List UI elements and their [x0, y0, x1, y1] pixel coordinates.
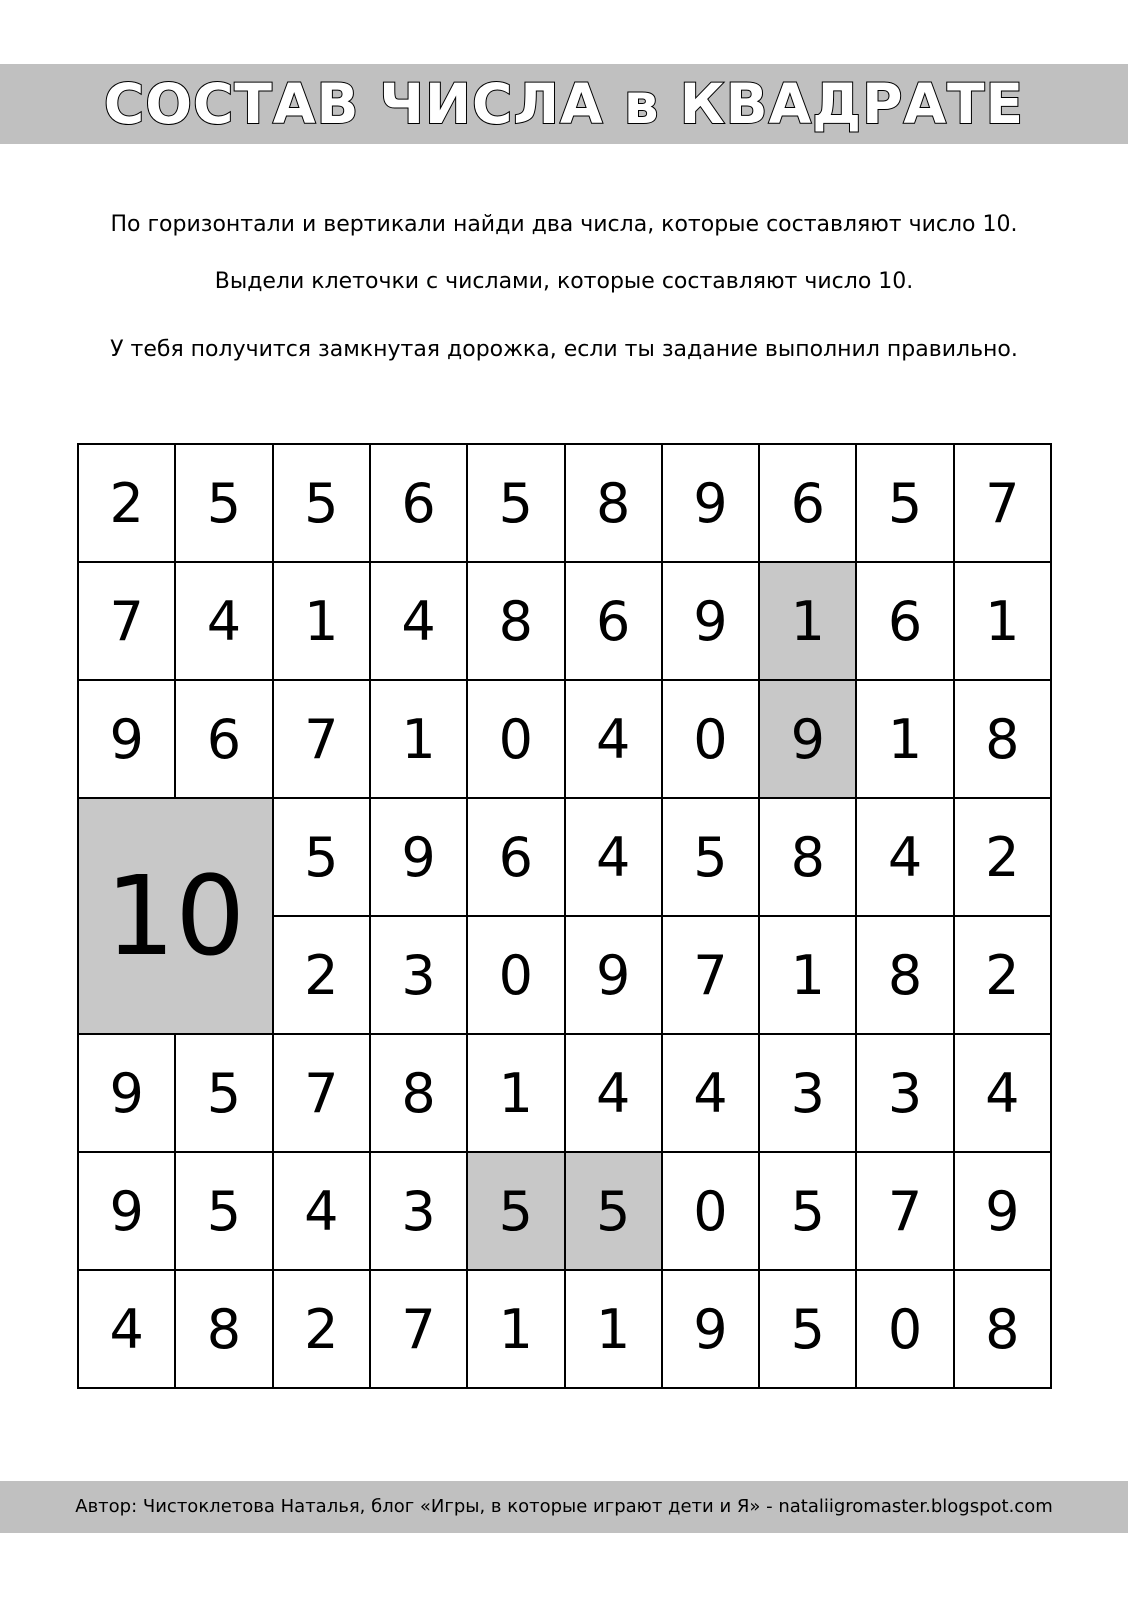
title-banner — [0, 64, 1128, 144]
grid-cell[interactable]: 0 — [468, 917, 565, 1035]
grid-cell[interactable]: 9 — [663, 563, 760, 681]
grid-cell[interactable]: 9 — [663, 445, 760, 563]
grid-cell[interactable]: 7 — [371, 1271, 468, 1389]
grid-cell[interactable]: 9 — [566, 917, 663, 1035]
grid-cell[interactable]: 9 — [79, 1035, 176, 1153]
grid-cell[interactable]: 0 — [468, 681, 565, 799]
grid-cell[interactable]: 1 — [760, 917, 857, 1035]
grid-cell[interactable]: 1 — [468, 1035, 565, 1153]
grid-cell[interactable]: 7 — [274, 1035, 371, 1153]
grid-cell[interactable]: 4 — [79, 1271, 176, 1389]
grid-cell[interactable]: 1 — [760, 563, 857, 681]
grid-cell[interactable]: 6 — [468, 799, 565, 917]
grid-cell[interactable]: 7 — [274, 681, 371, 799]
grid-cell[interactable]: 5 — [176, 445, 273, 563]
instruction-line-3: У тебя получится замкнутая дорожка, если ты задание выполнил правильно. — [110, 337, 1018, 362]
grid-cell[interactable]: 5 — [663, 799, 760, 917]
grid-cell[interactable]: 5 — [760, 1271, 857, 1389]
grid-cell[interactable]: 8 — [955, 681, 1052, 799]
grid-cell[interactable]: 6 — [176, 681, 273, 799]
instruction-line-1: По горизонтали и вертикали найди два числа, которые составляют число 10. — [110, 212, 1018, 237]
grid-cell[interactable]: 4 — [566, 681, 663, 799]
grid-cell[interactable]: 8 — [857, 917, 954, 1035]
target-number-cell: 10 — [79, 799, 274, 1035]
grid-cell[interactable]: 9 — [663, 1271, 760, 1389]
grid-cell[interactable]: 0 — [663, 1153, 760, 1271]
grid-cell[interactable]: 7 — [79, 563, 176, 681]
grid-cell[interactable]: 7 — [955, 445, 1052, 563]
grid-cell[interactable]: 5 — [274, 445, 371, 563]
grid-cell[interactable]: 1 — [468, 1271, 565, 1389]
grid-cell[interactable]: 5 — [176, 1153, 273, 1271]
footer-banner — [0, 1481, 1128, 1533]
grid-cell[interactable]: 2 — [274, 1271, 371, 1389]
grid-cell[interactable]: 7 — [857, 1153, 954, 1271]
grid-cell[interactable]: 9 — [79, 1153, 176, 1271]
grid-cell[interactable]: 5 — [274, 799, 371, 917]
grid-cell[interactable]: 4 — [566, 1035, 663, 1153]
grid-cell[interactable]: 8 — [468, 563, 565, 681]
grid-cell[interactable]: 2 — [274, 917, 371, 1035]
grid-cell[interactable]: 5 — [468, 1153, 565, 1271]
grid-cell[interactable]: 6 — [760, 445, 857, 563]
grid-cell[interactable]: 4 — [857, 799, 954, 917]
grid-cell[interactable]: 1 — [566, 1271, 663, 1389]
grid-cell[interactable]: 1 — [857, 681, 954, 799]
grid-cell[interactable]: 1 — [371, 681, 468, 799]
grid-cell[interactable]: 9 — [371, 799, 468, 917]
number-grid — [77, 443, 1052, 1389]
grid-cell[interactable]: 1 — [955, 563, 1052, 681]
grid-cell[interactable]: 8 — [371, 1035, 468, 1153]
grid-cell[interactable]: 2 — [955, 799, 1052, 917]
grid-cell[interactable]: 4 — [955, 1035, 1052, 1153]
grid-cell[interactable]: 5 — [857, 445, 954, 563]
instruction-line-2: Выдели клеточки с числами, которые составляют число 10. — [214, 269, 914, 294]
grid-cell[interactable]: 4 — [176, 563, 273, 681]
grid-cell[interactable]: 3 — [371, 917, 468, 1035]
grid-cell[interactable]: 4 — [663, 1035, 760, 1153]
grid-cell[interactable]: 5 — [566, 1153, 663, 1271]
grid-cell[interactable]: 2 — [79, 445, 176, 563]
grid-cell[interactable]: 1 — [274, 563, 371, 681]
grid-cell[interactable]: 8 — [176, 1271, 273, 1389]
grid-cell[interactable]: 0 — [663, 681, 760, 799]
grid-cell[interactable]: 9 — [955, 1153, 1052, 1271]
grid-cell[interactable]: 3 — [857, 1035, 954, 1153]
grid-cell[interactable]: 3 — [760, 1035, 857, 1153]
grid-cell[interactable]: 8 — [566, 445, 663, 563]
grid-cell[interactable]: 0 — [857, 1271, 954, 1389]
grid-cell[interactable]: 9 — [760, 681, 857, 799]
grid-cell[interactable]: 5 — [176, 1035, 273, 1153]
grid-cell[interactable]: 4 — [274, 1153, 371, 1271]
grid-cell[interactable]: 4 — [566, 799, 663, 917]
grid-cell[interactable]: 6 — [566, 563, 663, 681]
grid-cell[interactable]: 5 — [468, 445, 565, 563]
grid-cell[interactable]: 5 — [760, 1153, 857, 1271]
grid-cell[interactable]: 4 — [371, 563, 468, 681]
grid-cell[interactable]: 6 — [371, 445, 468, 563]
grid-cell[interactable]: 8 — [760, 799, 857, 917]
grid-cell[interactable]: 7 — [663, 917, 760, 1035]
grid-cell[interactable]: 8 — [955, 1271, 1052, 1389]
grid-cell[interactable]: 2 — [955, 917, 1052, 1035]
author-credit: Автор: Чистоклетова Наталья, блог «Игры, в которые играют дети и Я» - nataliigromaster.blogspot.com — [75, 1496, 1053, 1517]
grid-cell[interactable]: 6 — [857, 563, 954, 681]
page-title: СОСТАВ ЧИСЛА в КВАДРАТЕ — [103, 72, 1025, 136]
grid-cell[interactable]: 3 — [371, 1153, 468, 1271]
grid-cell[interactable]: 9 — [79, 681, 176, 799]
